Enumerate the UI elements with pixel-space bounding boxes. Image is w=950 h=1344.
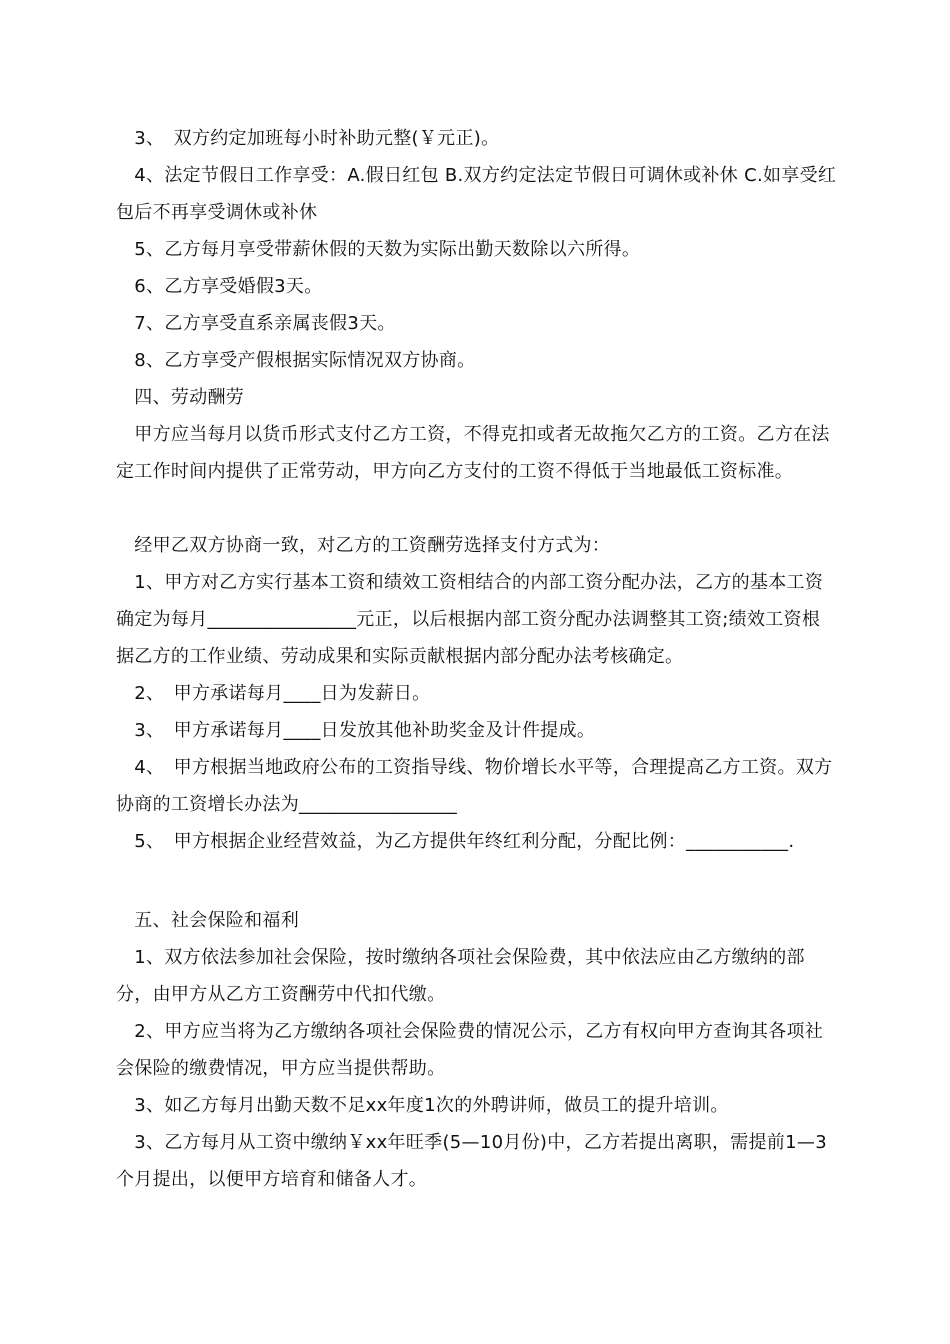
paragraph: 4、法定节假日工作享受：A.假日红包 B.双方约定法定节假日可调休或补休 C.如享受红包后不再享受调休或补休 — [116, 165, 837, 223]
section-heading: 五、社会保险和福利 — [116, 910, 299, 931]
section-heading: 四、劳动酬劳 — [116, 387, 245, 408]
paragraph: 3、 甲方承诺每月____日发放其他补助奖金及计件提成。 — [116, 720, 596, 741]
paragraph: 3、乙方每月从工资中缴纳￥xx年旺季(5—10月份)中，乙方若提出离职，需提前1—3个月提出，以便甲方培育和储备人才。 — [116, 1132, 827, 1190]
paragraph: 5、 甲方根据企业经营效益，为乙方提供年终红利分配，分配比例：___________. — [116, 831, 795, 852]
paragraph: 3、如乙方每月出勤天数不足xx年度1次的外聘讲师，做员工的提升培训。 — [116, 1095, 729, 1116]
paragraph: 经甲乙双方协商一致，对乙方的工资酬劳选择支付方式为： — [116, 535, 611, 556]
paragraph: 2、 甲方承诺每月____日为发薪日。 — [116, 683, 431, 704]
paragraph: 7、乙方享受直系亲属丧假3天。 — [116, 313, 396, 334]
paragraph: 1、双方依法参加社会保险，按时缴纳各项社会保险费，其中依法应由乙方缴纳的部分，由甲方从乙方工资酬劳中代扣代缴。 — [116, 947, 805, 1005]
paragraph: 甲方应当每月以货币形式支付乙方工资，不得克扣或者无故拖欠乙方的工资。乙方在法定工作时间内提供了正常劳动，甲方向乙方支付的工资不得低于当地最低工资标准。 — [116, 424, 830, 482]
paragraph: 4、 甲方根据当地政府公布的工资指导线、物价增长水平等，合理提高乙方工资。双方协商的工资增长办法为_________________ — [116, 757, 833, 815]
paragraph: 5、乙方每月享受带薪休假的天数为实际出勤天数除以六所得。 — [116, 239, 641, 260]
paragraph: 2、甲方应当将为乙方缴纳各项社会保险费的情况公示，乙方有权向甲方查询其各项社会保险的缴费情况，甲方应当提供帮助。 — [116, 1021, 824, 1079]
paragraph: 1、甲方对乙方实行基本工资和绩效工资相结合的内部工资分配办法，乙方的基本工资确定为每月________________元正，以后根据内部工资分配办法调整其工资;绩效工资根据乙方的工作业绩、劳动成果和实际贡献根据内部分配办法考核确定。 — [116, 572, 824, 667]
paragraph: 6、乙方享受婚假3天。 — [116, 276, 323, 297]
paragraph: 8、乙方享受产假根据实际情况双方协商。 — [116, 350, 476, 371]
paragraph: 3、 双方约定加班每小时补助元整(￥元正)。 — [116, 128, 500, 149]
